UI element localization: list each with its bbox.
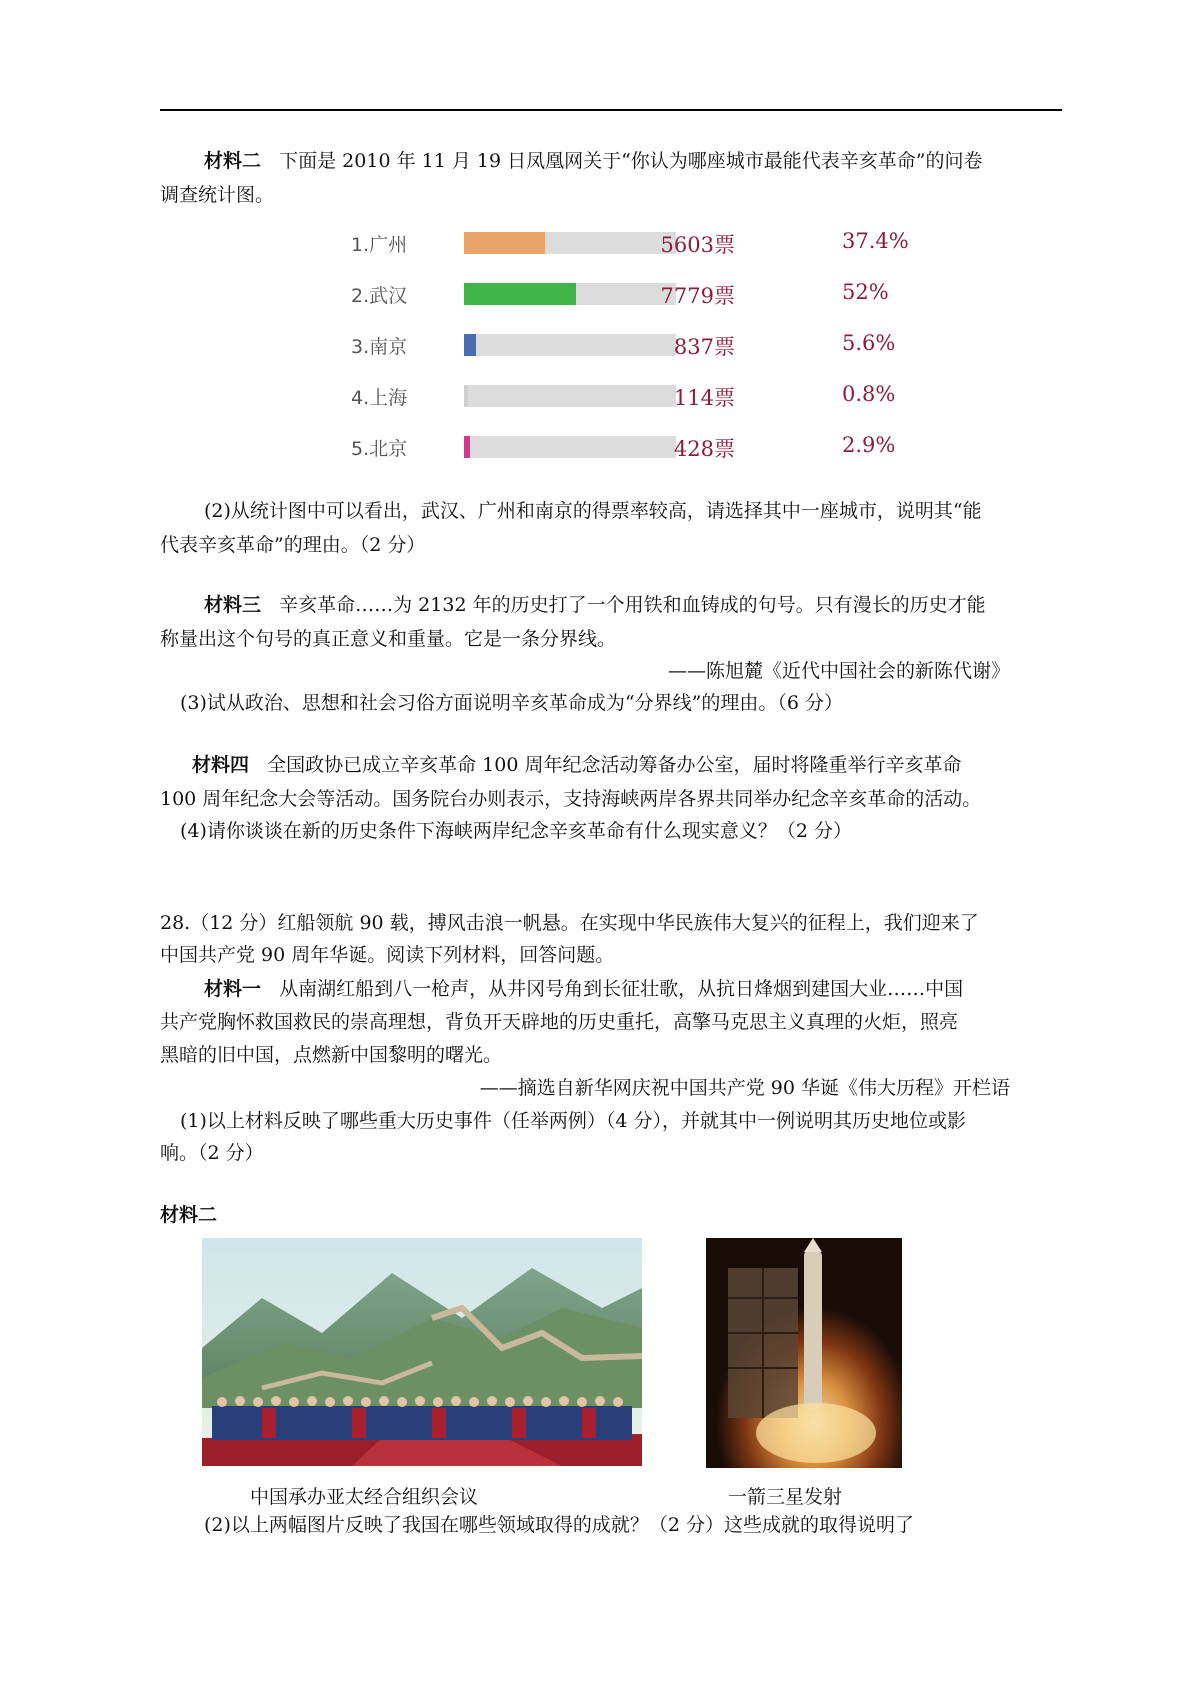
chart-category-label: 2.武汉: [351, 285, 408, 307]
material4-text: 全国政协已成立辛亥革命 100 周年纪念活动筹备办公室，届时将隆重举行辛亥革命: [267, 754, 962, 776]
chart-bar-track: [464, 232, 676, 254]
chart-row: [345, 430, 915, 464]
q28-material1-text: 从南湖红船到八一枪声，从井冈号角到长征壮歌，从抗日烽烟到建国大业……中国: [279, 978, 964, 1000]
chart-percent-label: 37.4%: [842, 229, 909, 253]
question-4: (4)请你谈谈在新的历史条件下海峡两岸纪念辛亥革命有什么现实意义？（2 分）: [180, 820, 853, 842]
chart-bar-track: [464, 385, 676, 407]
material2-text: 下面是 2010 年 11 月 19 日凤凰网关于“你认为哪座城市最能代表辛亥革命”的问卷: [279, 150, 983, 172]
header-rule: [160, 109, 1062, 111]
material3-heading: 材料三: [204, 594, 262, 616]
question-2-line-1: (2)从统计图中可以看出，武汉、广州和南京的得票率较高，请选择其中一座城市，说明其“能: [204, 500, 982, 522]
chart-votes-label: 428票: [673, 437, 735, 461]
q28-material2-heading: 材料二: [160, 1204, 218, 1226]
chart-row: [345, 277, 915, 311]
material4-line-1: [192, 752, 962, 778]
chart-row: [345, 328, 915, 362]
survey-bar-chart: [345, 226, 915, 488]
chart-votes-label: 5603票: [660, 233, 735, 257]
material3-text: 辛亥革命……为 2132 年的历史打了一个用铁和血铸成的句号。只有漫长的历史才能: [279, 594, 986, 616]
q28-material1-heading: 材料一: [204, 978, 262, 1000]
material2-line-1: [204, 148, 983, 174]
chart-bar: [464, 436, 470, 458]
apec-meeting-photo: [202, 1238, 642, 1466]
chart-bar: [464, 334, 476, 356]
q28-1-line-2: 响。（2 分）: [160, 1142, 264, 1164]
material3-line-2: 称量出这个句号的真正意义和重量。它是一条分界线。: [160, 628, 617, 650]
rocket-launch-photo: [706, 1238, 902, 1468]
chart-bar: [464, 232, 545, 254]
question-28-line-2: 中国共产党 90 周年华诞。阅读下列材料，回答问题。: [160, 944, 615, 966]
q28-material1-line-1: [204, 976, 963, 1002]
chart-percent-label: 2.9%: [842, 433, 896, 457]
material3-line-1: [204, 592, 986, 618]
q28-1-line-1: (1)以上材料反映了哪些重大历史事件（任举两例）（4 分），并就其中一例说明其历史地位或影: [180, 1110, 967, 1132]
chart-category-label: 5.北京: [351, 438, 408, 460]
chart-category-label: 1.广州: [351, 234, 408, 256]
q28-2: (2)以上两幅图片反映了我国在哪些领域取得的成就？（2 分）这些成就的取得说明了: [204, 1514, 915, 1536]
rocket-photo-caption: 一箭三星发射: [728, 1486, 843, 1508]
material2-heading: 材料二: [204, 150, 262, 172]
apec-photo-caption: 中国承办亚太经合组织会议: [250, 1486, 479, 1508]
chart-bar-track: [464, 334, 676, 356]
chart-bar: [464, 283, 576, 305]
chart-category-label: 4.上海: [351, 387, 408, 409]
chart-percent-label: 5.6%: [842, 331, 896, 355]
chart-row: [345, 379, 915, 413]
chart-category-label: 3.南京: [351, 336, 408, 358]
q28-material1-source: ——摘选自新华网庆祝中国共产党 90 华诞《伟大历程》开栏语: [479, 1077, 1010, 1099]
chart-bar: [464, 385, 468, 407]
chart-row: [345, 226, 915, 260]
chart-bar-track: [464, 436, 676, 458]
chart-bar-track: [464, 283, 676, 305]
question-2-line-2: 代表辛亥革命”的理由。（2 分）: [160, 534, 426, 556]
material4-heading: 材料四: [192, 754, 250, 776]
chart-votes-label: 114票: [673, 386, 735, 410]
material3-source: ——陈旭麓《近代中国社会的新陈代谢》: [667, 660, 1010, 682]
material2-line-2: 调查统计图。: [160, 184, 275, 206]
chart-percent-label: 52%: [842, 280, 889, 304]
q28-material1-line-2: 共产党胸怀救国救民的崇高理想，背负开天辟地的历史重托，高擎马克思主义真理的火炬，照亮: [160, 1011, 959, 1033]
chart-percent-label: 0.8%: [842, 382, 896, 406]
question-28-line-1: 28.（12 分）红船领航 90 载，搏风击浪一帆悬。在实现中华民族伟大复兴的征程上，我们迎来了: [160, 912, 979, 934]
chart-votes-label: 7779票: [660, 284, 735, 308]
question-3: (3)试从政治、思想和社会习俗方面说明辛亥革命成为“分界线”的理由。（6 分）: [180, 692, 843, 714]
material4-line-2: 100 周年纪念大会等活动。国务院台办则表示，支持海峡两岸各界共同举办纪念辛亥革命的活动。: [160, 788, 982, 810]
q28-material1-line-3: 黑暗的旧中国，点燃新中国黎明的曙光。: [160, 1044, 503, 1066]
chart-votes-label: 837票: [673, 335, 735, 359]
